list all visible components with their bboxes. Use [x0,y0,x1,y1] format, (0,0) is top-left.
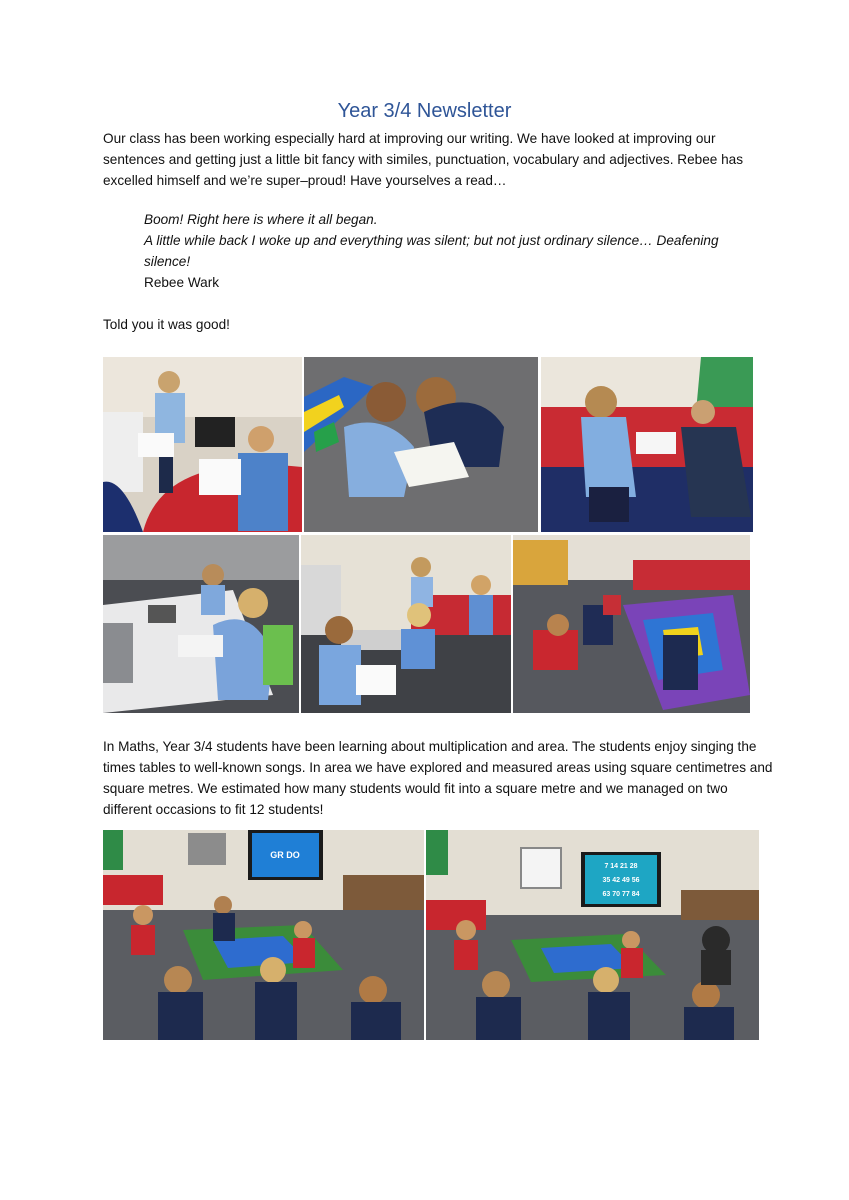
screen1-text: GR DO [270,850,300,860]
photo-boys-on-carpet [304,357,538,532]
screen2-row-1: 7 14 21 28 [604,863,638,870]
remark-paragraph: Told you it was good! [103,317,230,332]
photo-reading-on-bench [103,357,302,532]
photo-group-reading [301,535,511,713]
screen2-row-3: 63 70 77 84 [602,891,640,898]
maths-paragraph: In Maths, Year 3/4 students have been learning about multiplication and area. The students enjoy singing the times tables to well-known songs. In area we have explored and measured areas using square centimetres and square metres. We estimated how many students would fit into a square metre and we managed on two different occasions to fit 12 students! [103,739,773,817]
student-quote [144,209,764,293]
photo-students-at-desks [103,535,299,713]
photo-students-at-red-bench [541,357,753,532]
quote-line-1: Boom! Right here is where it all began. [144,212,378,227]
quote-author: Rebee Wark [144,275,220,290]
screen2-row-2: 35 42 49 56 [602,877,640,884]
photo-maths-class-2 [426,830,759,1040]
quote-line-2: A little while back I woke up and everything was silent; but not just ordinary silence… Deafening silence! [144,233,719,269]
photo-maths-class-1 [103,830,424,1040]
newsletter-title: Year 3/4 Newsletter [337,100,512,122]
intro-paragraph: Our class has been working especially hard at improving our writing. We have looked at improving our sentences and getting just a little bit fancy with similes, punctuation, vocabulary and adjectives. Rebee has excelled himself and we’re super–proud! Have yourselves a read… [103,131,744,188]
photo-class-on-mat [513,535,750,713]
